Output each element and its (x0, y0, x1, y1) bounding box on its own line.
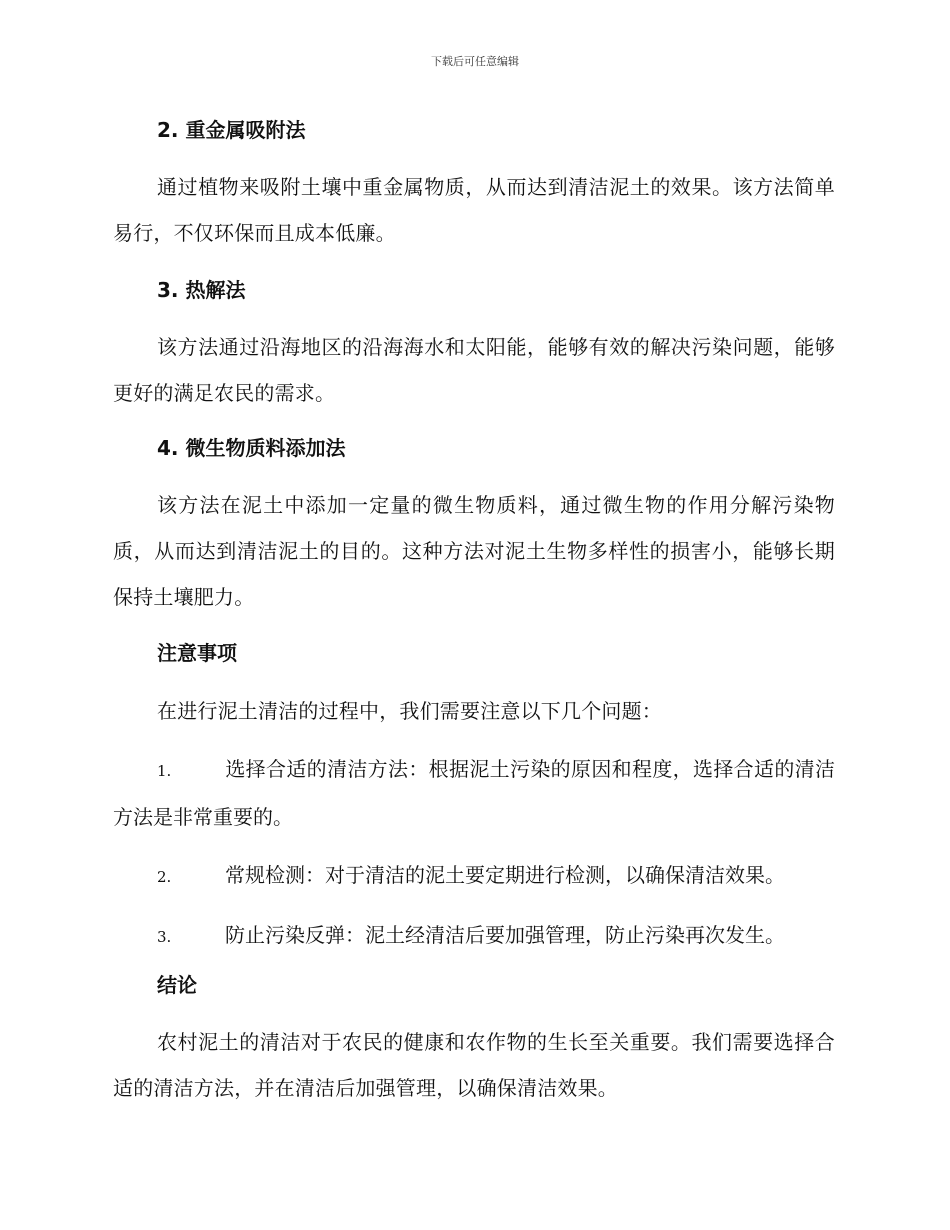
section-paragraph: 该方法通过沿海地区的沿海海水和太阳能，能够有效的解决污染问题，能够更好的满足农民的需求。 (113, 335, 835, 405)
section-paragraph: 该方法在泥土中添加一定量的微生物质料，通过微生物的作用分解污染物质，从而达到清洁泥土的目的。这种方法对泥土生物多样性的损害小，能够长期保持土壤肥力。 (113, 493, 835, 609)
list-text: 常规检测：对于清洁的泥土要定期进行检测，以确保清洁效果。 (225, 863, 785, 887)
section-pyrolysis (113, 270, 835, 416)
page-header: 下载后可任意编辑 (431, 55, 519, 68)
notes-list-item (113, 912, 835, 960)
list-number: 2. (157, 868, 172, 886)
list-number: 3. (157, 928, 172, 946)
notes-list-item (113, 746, 835, 840)
conclusion-heading: 结论 (157, 973, 197, 997)
conclusion-paragraph: 农村泥土的清洁对于农民的健康和农作物的生长至关重要。我们需要选择合适的清洁方法，并在清洁后加强管理，以确保清洁效果。 (113, 1030, 835, 1100)
section-paragraph: 通过植物来吸附土壤中重金属物质，从而达到清洁泥土的效果。该方法简单易行，不仅环保而且成本低廉。 (113, 175, 835, 245)
section-heavy-metal-adsorption (113, 110, 835, 256)
list-text: 选择合适的清洁方法：根据泥土污染的原因和程度，选择合适的清洁方法是非常重要的。 (113, 757, 835, 829)
notes-list-item (113, 852, 835, 900)
notes-heading: 注意事项 (157, 641, 237, 665)
section-notes (113, 633, 835, 960)
notes-intro: 在进行泥土清洁的过程中，我们需要注意以下几个问题： (157, 699, 662, 723)
list-number: 1. (157, 762, 172, 780)
section-heading: 4. 微生物质料添加法 (157, 436, 346, 460)
list-text: 防止污染反弹：泥土经清洁后要加强管理，防止污染再次发生。 (225, 923, 785, 947)
section-heading: 2. 重金属吸附法 (157, 118, 306, 142)
section-microbial-additive (113, 428, 835, 620)
section-heading: 3. 热解法 (157, 278, 246, 302)
section-conclusion (113, 965, 835, 1111)
